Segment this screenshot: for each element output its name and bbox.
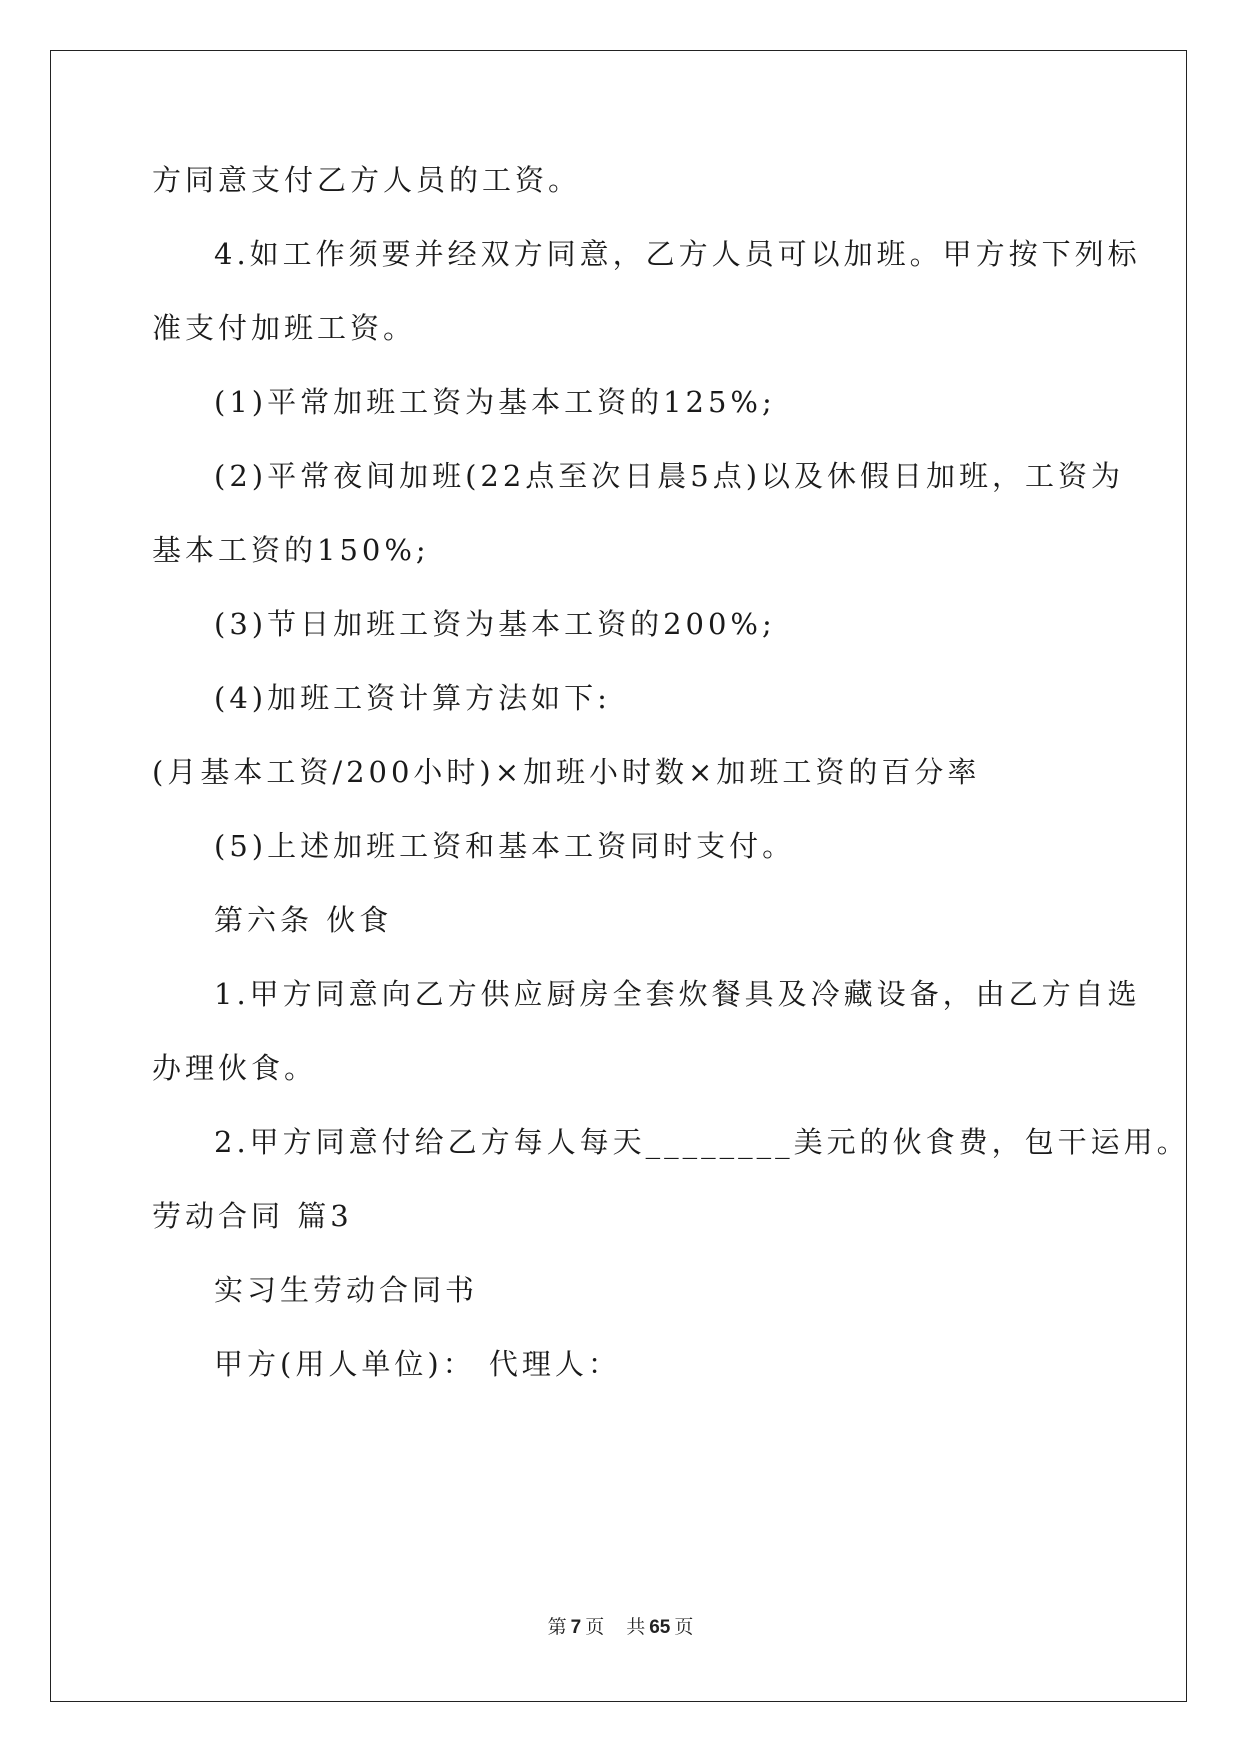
text-line: 准支付加班工资。 [152, 311, 417, 345]
document-subtitle: 实习生劳动合同书 [214, 1273, 479, 1307]
text-line: (1)平常加班工资为基本工资的125%; [214, 385, 776, 419]
text-line: (5)上述加班工资和基本工资同时支付。 [214, 829, 796, 863]
section-heading: 第六条 伙食 [214, 903, 393, 937]
page-border [50, 50, 1187, 1702]
text-line: 基本工资的150%; [152, 533, 430, 567]
footer-page-current: 7 [570, 1617, 582, 1638]
footer-total-prefix: 共 [626, 1616, 646, 1638]
section-heading: 劳动合同 篇3 [152, 1199, 353, 1233]
text-line: (月基本工资/200小时)×加班小时数×加班工资的百分率 [152, 755, 981, 789]
text-line: 4.如工作须要并经双方同意，乙方人员可以加班。甲方按下列标 [214, 237, 1141, 271]
footer-page-prefix: 第 [547, 1616, 567, 1638]
text-line: 2.甲方同意付给乙方每人每天________美元的伙食费，包干运用。 [214, 1125, 1190, 1159]
text-line: (4)加班工资计算方法如下: [214, 681, 611, 715]
text-line: (3)节日加班工资为基本工资的200%; [214, 607, 776, 641]
footer-total-suffix: 页 [674, 1616, 694, 1638]
text-line: 甲方(用人单位)： 代理人： [214, 1347, 621, 1381]
text-line: (2)平常夜间加班(22点至次日晨5点)以及休假日加班，工资为 [214, 459, 1125, 493]
footer-page-mid: 页 [585, 1616, 605, 1638]
text-line: 方同意支付乙方人员的工资。 [152, 163, 582, 197]
text-line: 办理伙食。 [152, 1051, 318, 1085]
footer-page-total: 65 [649, 1617, 671, 1638]
page-footer [0, 1612, 1241, 1639]
text-line: 1.甲方同意向乙方供应厨房全套炊餐具及冷藏设备，由乙方自选 [214, 977, 1141, 1011]
